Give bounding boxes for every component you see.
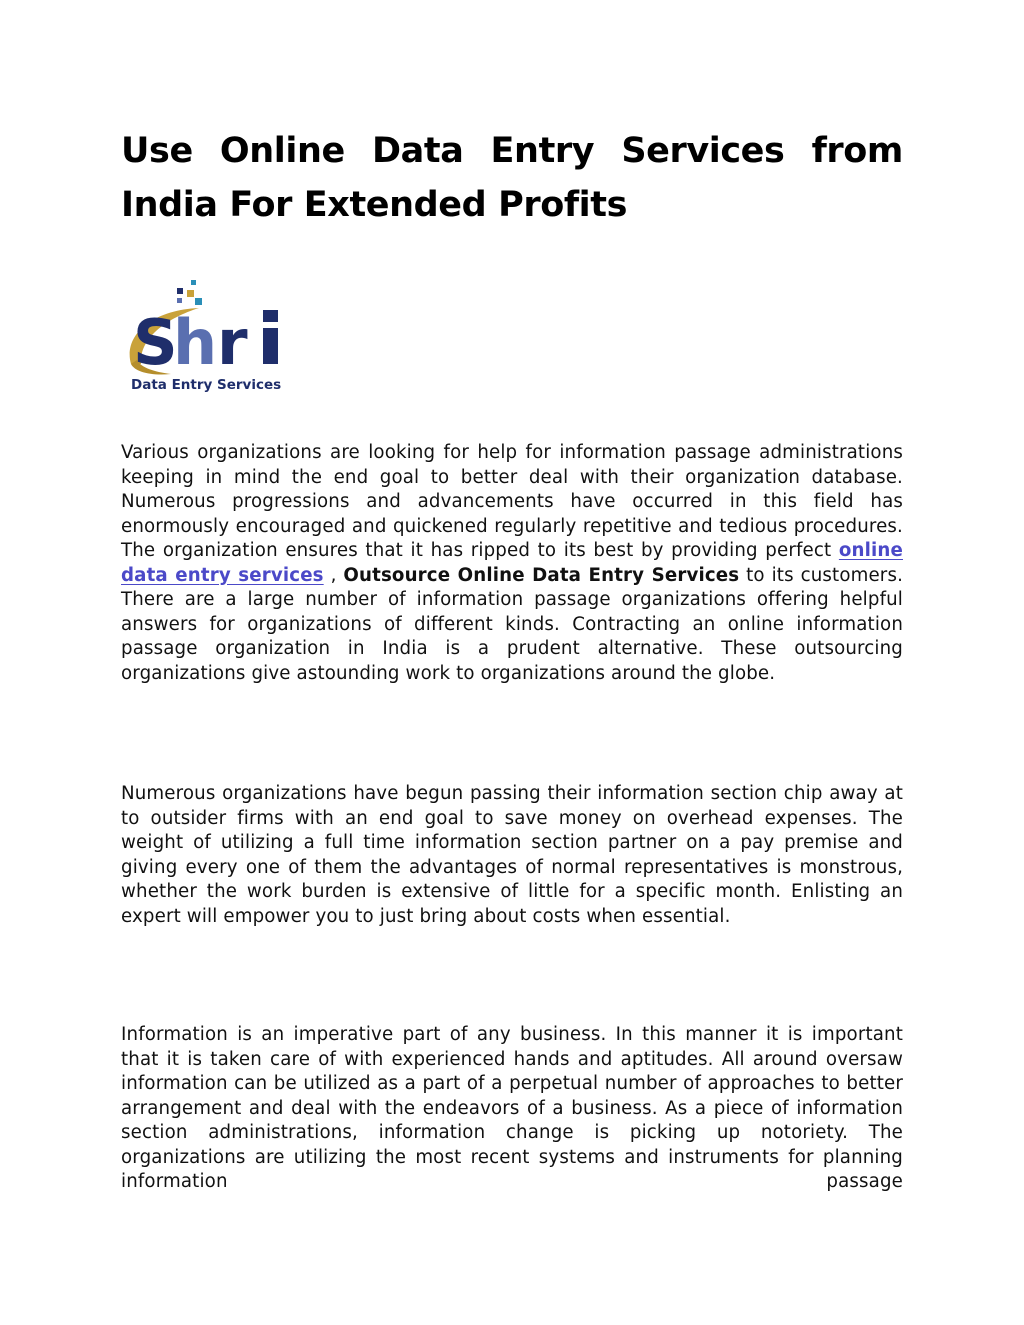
- paragraph-3: Information is an imperative part of any business. In this manner it is important that it is taken care of with experienced hands and aptitudes. All around oversaw information can be utilized as a part of a perpetual number of approaches to better arrangement and deal with the endeavors of a business. As a piece of information section administrations, information change is picking up notoriety. The organizations are utilizing the most recent systems and instruments for planning information passage: [121, 1024, 903, 1192]
- shri-logo: [121, 276, 303, 400]
- svg-text:S: S: [133, 306, 176, 379]
- logo-tagline: Data Entry Services: [131, 377, 282, 393]
- svg-text:h: h: [173, 306, 216, 379]
- online-data-entry-services-link[interactable]: online data entry services: [121, 540, 903, 586]
- paragraph-2: Numerous organizations have begun passing their information section chip away at to outsider firms with an end goal to save money on overhead expenses. The weight of utilizing a full time information section partner on a pay premise and giving every one of them the advantages of normal representatives is monstrous, whether the work burden is extensive of little for a specific month. Enlisting an expert will empower you to just bring about costs when essential.: [121, 783, 903, 927]
- paragraph-1-text-end: to its customers. There are a large number of information passage organizations offering helpful answers for organizations of different kinds. Contracting an online information passage organization in India is a prudent alternative. These outsourcing organizations give astounding work to organizations around the globe.: [121, 564, 903, 684]
- paragraph-1: [121, 441, 903, 686]
- outsource-services-bold-text: Outsource Online Data Entry Services: [343, 564, 740, 586]
- page-title: Use Online Data Entry Services from India For Extended Profits: [121, 131, 903, 225]
- svg-text:r: r: [217, 306, 246, 379]
- paragraph-1-separator: ,: [323, 564, 344, 586]
- paragraph-1-text: Various organizations are looking for help for information passage administrations keeping in mind the end goal to better deal with their organization database. Numerous progressions and advancements have occurred in this field has enormously encouraged and quickened regularly repetitive and tedious procedures. The organization ensures that it has ripped to its best by providing perfect: [121, 442, 903, 561]
